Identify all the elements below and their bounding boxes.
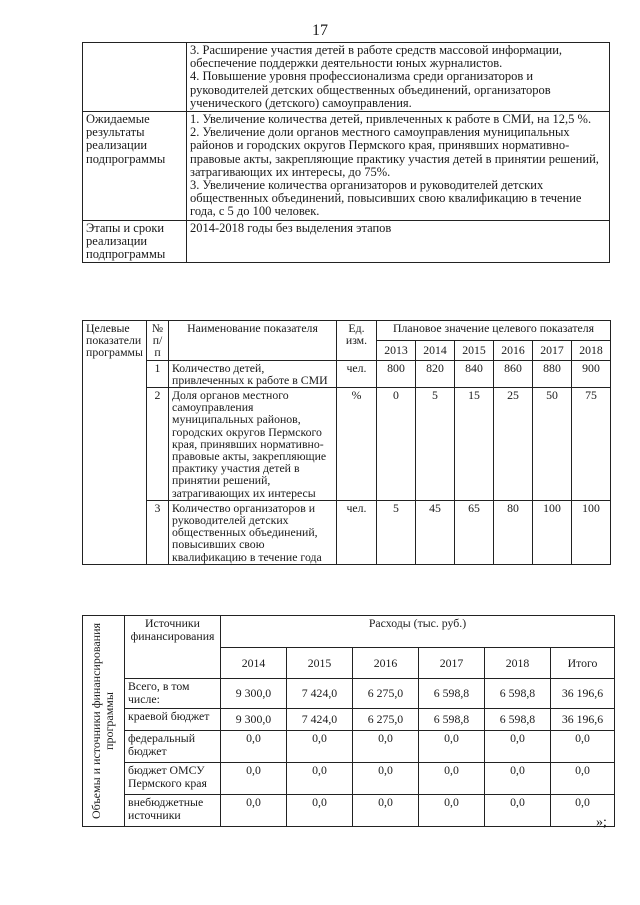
- value-cell: 0,0: [551, 763, 615, 795]
- table-row: [83, 43, 610, 112]
- value-cell: 0,0: [287, 763, 353, 795]
- value-cell: 50: [533, 388, 572, 501]
- value-cell: 860: [494, 360, 533, 387]
- paragraph: 2. Увеличение доли органов местного самоуправления муниципальных районов и городских округов Пермского края, принявших нормативно-правовые акты, закрепляющие практику участия детей в принятии решений, затрагивающих их интересы, до 75%.: [190, 125, 599, 179]
- value-cell: 800: [377, 360, 416, 387]
- table-row: [83, 112, 610, 221]
- year-cell: 2014: [221, 647, 287, 679]
- value-cell: 6 598,8: [419, 679, 485, 709]
- row-number: 1: [147, 360, 169, 387]
- value-cell: 25: [494, 388, 533, 501]
- value-cell: 900: [572, 360, 611, 387]
- value-cell: 820: [416, 360, 455, 387]
- value-cell: 0,0: [221, 795, 287, 827]
- value-cell: 880: [533, 360, 572, 387]
- header-name: Наименование показателя: [169, 321, 337, 361]
- value-cell: 6 275,0: [353, 679, 419, 709]
- table-row: [83, 679, 615, 709]
- value-cell: 840: [455, 360, 494, 387]
- paragraph: 4. Повышение уровня профессионализма среди организаторов и руководителей детских общественных объединений, организаторов ученического (детского) самоуправления.: [190, 69, 551, 110]
- value-cell: 0,0: [551, 731, 615, 763]
- header-row: [83, 321, 611, 341]
- value-cell: 36 196,6: [551, 709, 615, 731]
- value-cell: 0: [377, 388, 416, 501]
- header-sources: Источники финансирования: [125, 616, 221, 679]
- value-cell: 0,0: [419, 795, 485, 827]
- value-cell: 15: [455, 388, 494, 501]
- source-name: федеральный бюджет: [125, 731, 221, 763]
- table-row: [83, 388, 611, 501]
- value-cell: 0,0: [221, 731, 287, 763]
- value-cell: 0,0: [485, 763, 551, 795]
- source-name: бюджет ОМСУ Пермского края: [125, 763, 221, 795]
- value-cell: 9 300,0: [221, 679, 287, 709]
- table-row: [83, 731, 615, 763]
- source-name: внебюджетные источники: [125, 795, 221, 827]
- year-cell: 2018: [485, 647, 551, 679]
- value-cell: 6 598,8: [485, 679, 551, 709]
- value-cell: 0,0: [419, 763, 485, 795]
- value-cell: 7 424,0: [287, 709, 353, 731]
- value-cell: 0,0: [221, 763, 287, 795]
- source-name: Всего, в том числе:: [125, 679, 221, 709]
- value-cell: 6 598,8: [419, 709, 485, 731]
- row-label: Этапы и сроки реализации подпрограммы: [83, 220, 187, 263]
- indicator-name: Доля органов местного самоуправления муниципальных районов, городских округов Пермского края, принявших нормативно-правовые акты, закрепляющие практику участия детей в принятии решений, затрагивающих их интересы: [169, 388, 337, 501]
- table-row: [83, 220, 610, 263]
- value-cell: 75: [572, 388, 611, 501]
- year-cell: 2016: [494, 340, 533, 360]
- year-cell: 2015: [455, 340, 494, 360]
- row-content: [187, 112, 610, 221]
- value-cell: 0,0: [287, 731, 353, 763]
- year-cell: 2014: [416, 340, 455, 360]
- header-planned: Плановое значение целевого показателя: [377, 321, 611, 341]
- subprogram-passport-table: [82, 42, 610, 263]
- value-cell: 100: [572, 500, 611, 564]
- value-cell: 6 598,8: [485, 709, 551, 731]
- row-number: 2: [147, 388, 169, 501]
- indicator-unit: %: [337, 388, 377, 501]
- value-cell: 0,0: [485, 731, 551, 763]
- value-cell: 80: [494, 500, 533, 564]
- source-name: краевой бюджет: [125, 709, 221, 731]
- indicator-name: Количество организаторов и руководителей детских общественных объединений, повысивших свою квалификацию в течение года: [169, 500, 337, 564]
- paragraph: 1. Увеличение количества детей, привлеченных к работе в СМИ, на 12,5 %.: [190, 112, 592, 127]
- page-number: 17: [312, 22, 328, 39]
- indicator-name: Количество детей, привлеченных к работе в СМИ: [169, 360, 337, 387]
- year-cell: 2017: [533, 340, 572, 360]
- paragraph: 2014-2018 годы без выделения этапов: [190, 220, 392, 235]
- value-cell: 5: [377, 500, 416, 564]
- value-cell: 0,0: [353, 731, 419, 763]
- indicator-unit: чел.: [337, 500, 377, 564]
- year-cell: 2013: [377, 340, 416, 360]
- value-cell: 65: [455, 500, 494, 564]
- header-number: № п/п: [147, 321, 169, 361]
- paragraph: 3. Увеличение количества организаторов и руководителей детских общественных объединений, повысивших свою квалификацию в течение года, с 5 до 100 человек.: [190, 178, 582, 219]
- row-label: Ожидаемые результаты реализации подпрограммы: [83, 112, 187, 221]
- row-content: [187, 43, 610, 112]
- section-label-text: Объемы и источники финансирования программы: [89, 622, 116, 820]
- value-cell: 9 300,0: [221, 709, 287, 731]
- value-cell: 5: [416, 388, 455, 501]
- row-number: 3: [147, 500, 169, 564]
- year-cell: 2018: [572, 340, 611, 360]
- table-row: [83, 360, 611, 387]
- closing-mark: »;: [596, 815, 607, 830]
- header-unit: Ед. изм.: [337, 321, 377, 361]
- row-content: [187, 220, 610, 263]
- value-cell: 0,0: [353, 763, 419, 795]
- table-row: [83, 500, 611, 564]
- row-label: [83, 43, 187, 112]
- value-cell: 45: [416, 500, 455, 564]
- table-row: [83, 709, 615, 731]
- year-cell: 2015: [287, 647, 353, 679]
- value-cell: 36 196,6: [551, 679, 615, 709]
- indicator-unit: чел.: [337, 360, 377, 387]
- target-indicators-table: [82, 320, 611, 565]
- value-cell: 0,0: [353, 795, 419, 827]
- header-expenses: Расходы (тыс. руб.): [221, 616, 615, 648]
- value-cell: 0,0: [287, 795, 353, 827]
- paragraph: 3. Расширение участия детей в работе средств массовой информации, обеспечение поддержки деятельности юных журналистов.: [190, 43, 563, 71]
- table-row: [83, 795, 615, 827]
- value-cell: 0,0: [551, 795, 615, 827]
- value-cell: 0,0: [485, 795, 551, 827]
- value-cell: 7 424,0: [287, 679, 353, 709]
- total-header: Итого: [551, 647, 615, 679]
- year-cell: 2017: [419, 647, 485, 679]
- value-cell: 100: [533, 500, 572, 564]
- value-cell: 0,0: [419, 731, 485, 763]
- header-row: [83, 616, 615, 648]
- section-label: Целевые показатели программы: [83, 321, 147, 565]
- table-row: [83, 763, 615, 795]
- funding-table: [82, 615, 615, 827]
- year-cell: 2016: [353, 647, 419, 679]
- value-cell: 6 275,0: [353, 709, 419, 731]
- section-label: [83, 616, 125, 827]
